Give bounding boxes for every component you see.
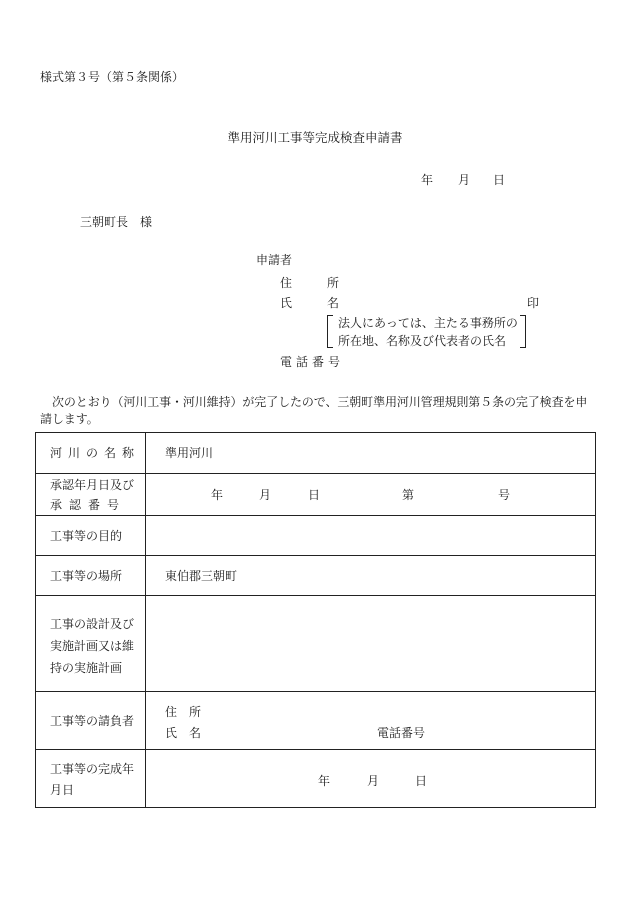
seal-mark: 印 [527, 296, 540, 310]
applicant-address-label-2: 所 [327, 276, 340, 290]
right-bracket [520, 315, 526, 348]
contractor-phone-label: 電話番号 [377, 726, 426, 740]
purpose-label: 工事等の目的 [50, 529, 123, 543]
place-value[interactable]: 東伯郡三朝町 [165, 569, 238, 583]
date-day-label: 日 [493, 173, 506, 187]
addressee: 三朝町長 様 [80, 215, 153, 229]
applicant-name-label-2: 名 [327, 296, 340, 310]
contractor-address-label: 住 所 [165, 705, 202, 719]
applicant-phone-label: 電話番号 [280, 355, 345, 369]
completion-month-label: 月 [367, 774, 380, 788]
completion-label-line-2: 月日 [50, 783, 75, 797]
column-divider [145, 596, 146, 691]
river-name-value[interactable]: 準用河川 [165, 446, 214, 460]
applicant-name-label-1: 氏 [280, 296, 293, 310]
column-divider [145, 474, 146, 515]
approval-go-label: 号 [498, 488, 511, 502]
document-title: 準用河川工事等完成検査申請書 [227, 130, 403, 145]
approval-label-line-2: 承認番号 [50, 498, 127, 512]
date-month-label: 月 [458, 173, 471, 187]
table-row-river-name [36, 433, 595, 473]
design-label-line-2: 実施計画又は維 [50, 639, 135, 653]
column-divider [145, 433, 146, 473]
corporation-note [327, 314, 526, 348]
river-name-label: 河川の名称 [50, 446, 141, 460]
column-divider [145, 750, 146, 807]
table-row-place [36, 555, 595, 595]
place-label: 工事等の場所 [50, 569, 123, 583]
table-row-completion [36, 749, 595, 807]
approval-year-label: 年 [211, 488, 224, 502]
left-bracket [327, 315, 333, 348]
corporation-note-line-2: 所在地、名称及び代表者の氏名 [338, 334, 507, 348]
completion-label-line-1: 工事等の完成年 [50, 762, 135, 776]
design-label-line-1: 工事の設計及び [50, 617, 135, 631]
design-label-line-3: 持の実施計画 [50, 661, 123, 675]
completion-year-label: 年 [318, 774, 331, 788]
corporation-note-line-1: 法人にあっては、主たる事務所の [338, 316, 518, 330]
table-row-contractor [36, 691, 595, 749]
column-divider [145, 516, 146, 555]
approval-month-label: 月 [259, 488, 272, 502]
completion-day-label: 日 [415, 774, 428, 788]
column-divider [145, 556, 146, 595]
application-table [35, 432, 596, 808]
contractor-label: 工事等の請負者 [50, 714, 135, 728]
table-row-purpose [36, 515, 595, 555]
table-row-design [36, 595, 595, 691]
contractor-name-label: 氏 名 [165, 726, 202, 740]
column-divider [145, 692, 146, 749]
table-row-approval [36, 473, 595, 515]
approval-day-label: 日 [308, 488, 321, 502]
date-year-label: 年 [421, 173, 434, 187]
approval-dai-label: 第 [402, 488, 415, 502]
applicant-address-label-1: 住 [280, 276, 293, 290]
body-paragraph: 次のとおり（河川工事・河川維持）が完了したので、三朝町準用河川管理規則第５条の完了検査を申請します。 [40, 395, 588, 426]
form-number: 様式第３号（第５条関係） [40, 70, 185, 84]
approval-label-line-1: 承認年月日及び [50, 478, 135, 492]
applicant-heading: 申請者 [256, 253, 293, 267]
